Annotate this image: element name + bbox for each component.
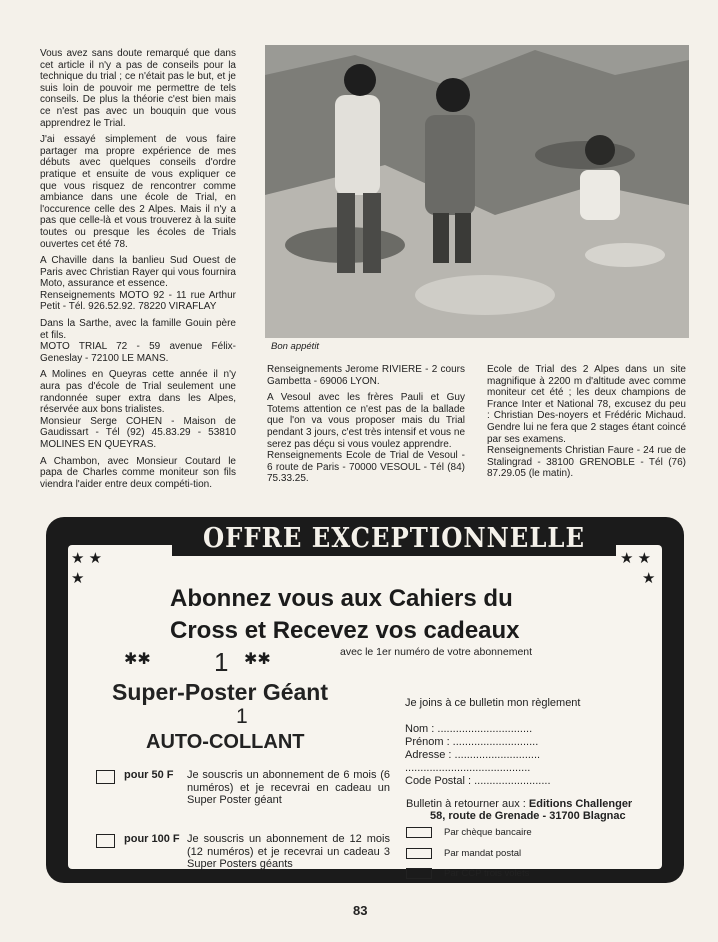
paragraph: Vous avez sans doute remarqué que dans cet article il n'y a pas de conseils pour la technique du trial ; ce n'était pas le but, et je suis loin de pouvoir me permettre de tels conseils. De plus la théorie c'est bien mais ce n'est pas avec un bouquin que vous apprendrez le Trial. bbox=[40, 48, 236, 129]
photo-caption: Bon appétit bbox=[271, 341, 320, 352]
subscription-ad bbox=[46, 517, 684, 883]
star-icon: ✱✱ bbox=[124, 651, 151, 668]
paragraph: A Vesoul avec les frères Pauli et Guy Totems attention ce n'est pas de la ballade que l'on va vous proposer mais du Trial pendant 3 jours, c'est très intensif et vous ne serez pas déçu si vous voulez apprendre. Renseignements Ecole de Trial de Vesoul - 6 route de Paris - 70000 VESOUL - Tél (84) 75.33.25. bbox=[267, 392, 465, 485]
paragraph: Renseignements Jerome RIVIERE - 2 cours Gambetta - 69006 LYON. bbox=[267, 364, 465, 387]
address-field[interactable]: Adresse : ............................ bbox=[405, 749, 541, 761]
firstname-field[interactable]: Prénom : ............................ bbox=[405, 736, 539, 748]
offer-100-checkbox[interactable] bbox=[96, 834, 115, 848]
star-icon: ✱✱ bbox=[244, 651, 271, 668]
gift-sticker: AUTO-COLLANT bbox=[146, 731, 305, 753]
subscription-form bbox=[68, 545, 662, 879]
offer-50-checkbox[interactable] bbox=[96, 770, 115, 784]
offer-50-text: Je souscris un abonnement de 6 mois (6 numéros) et je recevrai en cadeau un Super Poster géant bbox=[187, 769, 390, 806]
postcode-field[interactable]: Code Postal : ......................... bbox=[405, 775, 551, 787]
ad-subline: avec le 1er numéro de votre abonnement bbox=[340, 646, 533, 658]
star-icon: ★ ★ bbox=[620, 550, 652, 567]
payment-note: Je joins à ce bulletin mon règlement bbox=[405, 697, 581, 709]
return-label bbox=[406, 798, 632, 810]
gift-poster: Super-Poster Géant bbox=[112, 679, 328, 705]
pay-ccp-checkbox[interactable] bbox=[406, 868, 432, 879]
offer-100-price: pour 100 F bbox=[124, 833, 180, 845]
paragraph: Ecole de Trial des 2 Alpes dans un site magnifique à 2200 m d'altitude avec comme moniteur cet été ; les deux champions de France Inter et National 78, excusez du peu : Christian Des-noyers et Frédéric Michaud. Gendre lui ne fera que 2 stages étant coincé par ses examens. Renseignements Christian Faure - 24 rue de Stalingrad - 38100 GRENOBLE - Tél (76) 87.29.05 (le matin). bbox=[487, 364, 686, 480]
article-column-1 bbox=[40, 48, 236, 495]
offer-title: OFFRE EXCEPTIONNELLE bbox=[172, 522, 616, 556]
offer-50-price: pour 50 F bbox=[124, 769, 174, 781]
pay-cheque-label: Par chèque bancaire bbox=[444, 827, 532, 838]
article-column-3 bbox=[487, 364, 686, 485]
ad-headline: Abonnez vous aux Cahiers du bbox=[170, 585, 513, 612]
page-number: 83 bbox=[353, 903, 368, 918]
address-field-line2[interactable]: ......................................... bbox=[405, 762, 531, 774]
name-field[interactable]: Nom : ............................... bbox=[405, 723, 533, 735]
trial-photo bbox=[265, 45, 689, 338]
ad-headline: Cross et Recevez vos cadeaux bbox=[170, 617, 520, 644]
photo-illustration bbox=[265, 45, 689, 338]
paragraph: Dans la Sarthe, avec la famille Gouin père et fils. MOTO TRIAL 72 - 59 avenue Félix-Geneslay - 72100 LE MANS. bbox=[40, 318, 236, 364]
return-company: Editions Challenger bbox=[528, 798, 633, 810]
offer-100-text: Je souscris un abonnement de 12 mois (12 numéros) et je recevrai un cadeau 3 Super Posters géants bbox=[187, 833, 390, 870]
gift-count: 1 bbox=[214, 647, 229, 677]
paragraph: A Molines en Queyras cette année il n'y aura pas d'école de Trial seulement une randonnée super extra dans les Alpes, réservée aux bons trialistes. Monsieur Serge COHEN - Maison de Gaudissart - Tél (92) 45.83.29 - 53810 MOLINES EN QUEYRAS. bbox=[40, 369, 236, 450]
paragraph: A Chaville dans la banlieu Sud Ouest de Paris avec Christian Rayer qui vous fournira Moto, assurance et essence. Renseignements MOTO 92 - 11 rue Arthur Petit - Tél. 926.52.92. 78220 VIRAFLAY bbox=[40, 255, 236, 313]
paragraph: J'ai essayé simplement de vous faire partager ma propre expérience de mes débuts avec quelques conseils d'ordre pratique et ensuite de vous expliquer ce que vous risquez de rencontrer comme ambiance dans une école de Trial, en l'occurence celle des 2 Alpes. Mais il n'y a pas que celle-là et vous trouverez à la suite toutes ou presque les écoles de Trials ouvertes cet été 78. bbox=[40, 134, 236, 250]
pay-mandat-label: Par mandat postal bbox=[444, 848, 522, 859]
star-icon: ★ bbox=[71, 570, 85, 587]
pay-mandat-checkbox[interactable] bbox=[406, 848, 432, 859]
pay-ccp-label: Par CCP trois volets bbox=[444, 868, 530, 879]
star-icon: ★ ★ bbox=[71, 550, 103, 567]
return-label-text: Bulletin à retourner aux : bbox=[406, 798, 526, 810]
pay-cheque-checkbox[interactable] bbox=[406, 827, 432, 838]
paragraph: A Chambon, avec Monsieur Coutard le papa de Charles comme moniteur son fils viendra l'aider entre deux compéti-tion. bbox=[40, 455, 236, 490]
article-column-2 bbox=[267, 364, 465, 490]
return-address: 58, route de Grenade - 31700 Blagnac bbox=[430, 810, 626, 822]
gift-count: 1 bbox=[236, 705, 248, 728]
star-icon: ★ bbox=[642, 570, 656, 587]
